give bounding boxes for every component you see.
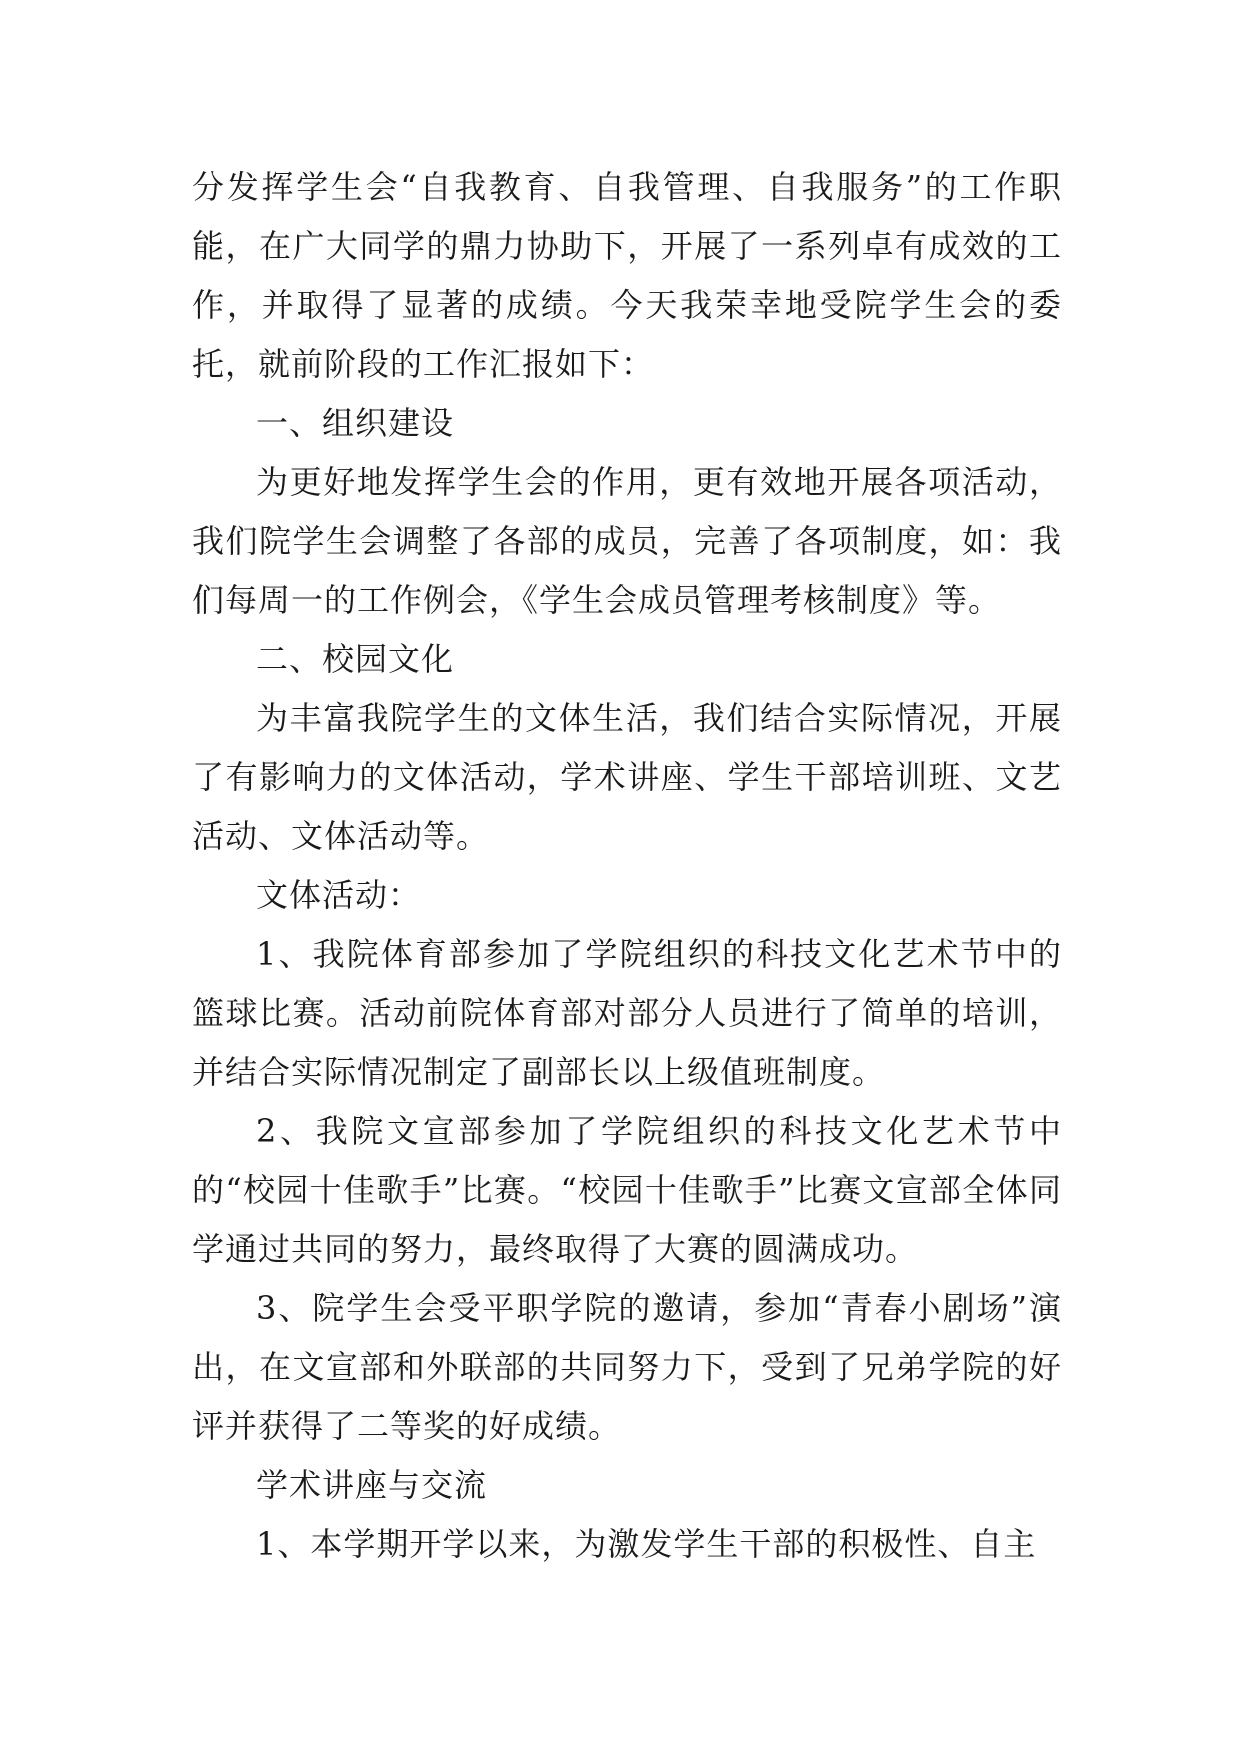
list-item-3: 3、院学生会受平职学院的邀请，参加“青春小剧场”演出，在文宣部和外联部的共同努力下，受到了兄弟学院的好评并获得了二等奖的好成绩。 [192, 1289, 1062, 1445]
document-body [192, 158, 1062, 1574]
paragraph-organization: 为更好地发挥学生会的作用，更有效地开展各项活动，我们院学生会调整了各部的成员，完善了各项制度，如：我们每周一的工作例会，《学生会成员管理考核制度》等。 [192, 463, 1062, 619]
list-item-1: 1、我院体育部参加了学院组织的科技文化艺术节中的篮球比赛。活动前院体育部对部分人员进行了简单的培训，并结合实际情况制定了副部长以上级值班制度。 [192, 935, 1062, 1091]
lecture-item-1: 1、本学期开学以来，为激发学生干部的积极性、自主 [256, 1525, 1037, 1563]
heading-campus-culture: 二、校园文化 [256, 640, 455, 678]
heading-organization: 一、组织建设 [256, 404, 455, 442]
list-item-2: 2、我院文宣部参加了学院组织的科技文化艺术节中的“校园十佳歌手”比赛。“校园十佳歌手”比赛文宣部全体同学通过共同的努力，最终取得了大赛的圆满成功。 [192, 1112, 1062, 1268]
paragraph-intro: 分发挥学生会“自我教育、自我管理、自我服务”的工作职能，在广大同学的鼎力协助下，开展了一系列卓有成效的工作，并取得了显著的成绩。今天我荣幸地受院学生会的委托，就前阶段的工作汇报如下： [192, 168, 1062, 383]
subheading-lectures: 学术讲座与交流 [256, 1466, 488, 1504]
paragraph-campus-culture: 为丰富我院学生的文体生活，我们结合实际情况，开展了有影响力的文体活动，学术讲座、学生干部培训班、文艺活动、文体活动等。 [192, 699, 1062, 855]
subheading-activities: 文体活动： [256, 876, 422, 914]
